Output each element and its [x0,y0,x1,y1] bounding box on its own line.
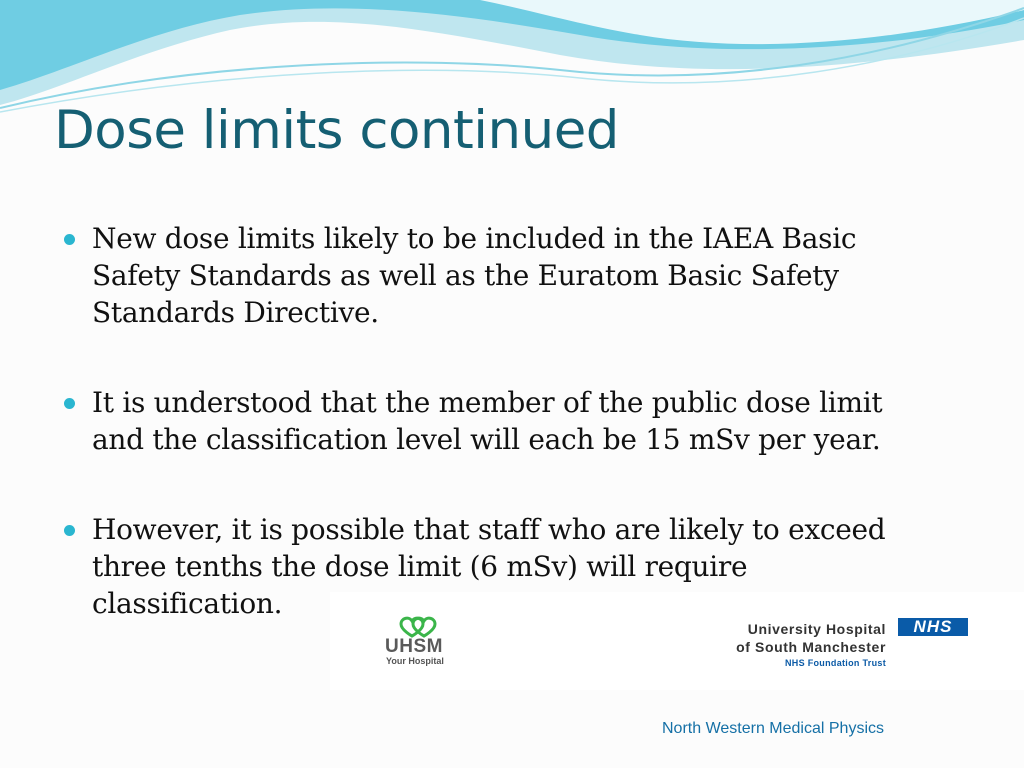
bullet-dot-icon [64,234,75,245]
nhs-logo: NHS [898,618,968,636]
uhsm-logo-subtext: Your Hospital [386,656,444,666]
hospital-name-line: of South Manchester [736,639,886,655]
slide-title: Dose limits continued [54,100,619,161]
bullet-item [62,220,932,331]
bullet-dot-icon [64,525,75,536]
hospital-trust-line: NHS Foundation Trust [785,658,886,668]
bullet-text: However, it is possible that staff who are likely to exceed three tenths the dose limit (6 mSv) will require classification. [92,513,886,620]
bullet-text: It is understood that the member of the public dose limit and the classification level will each be 15 mSv per year. [92,386,883,456]
bullet-item [62,384,932,458]
uhsm-logo-text: UHSM [385,636,443,657]
bullet-text: New dose limits likely to be included in the IAEA Basic Safety Standards as well as the Euratom Basic Safety Standards Directive. [92,222,857,329]
bullet-dot-icon [64,398,75,409]
footer-text: North Western Medical Physics [662,720,884,737]
hospital-name [736,620,886,670]
hospital-name-line: University Hospital [747,621,886,637]
logo-panel [330,592,1024,690]
